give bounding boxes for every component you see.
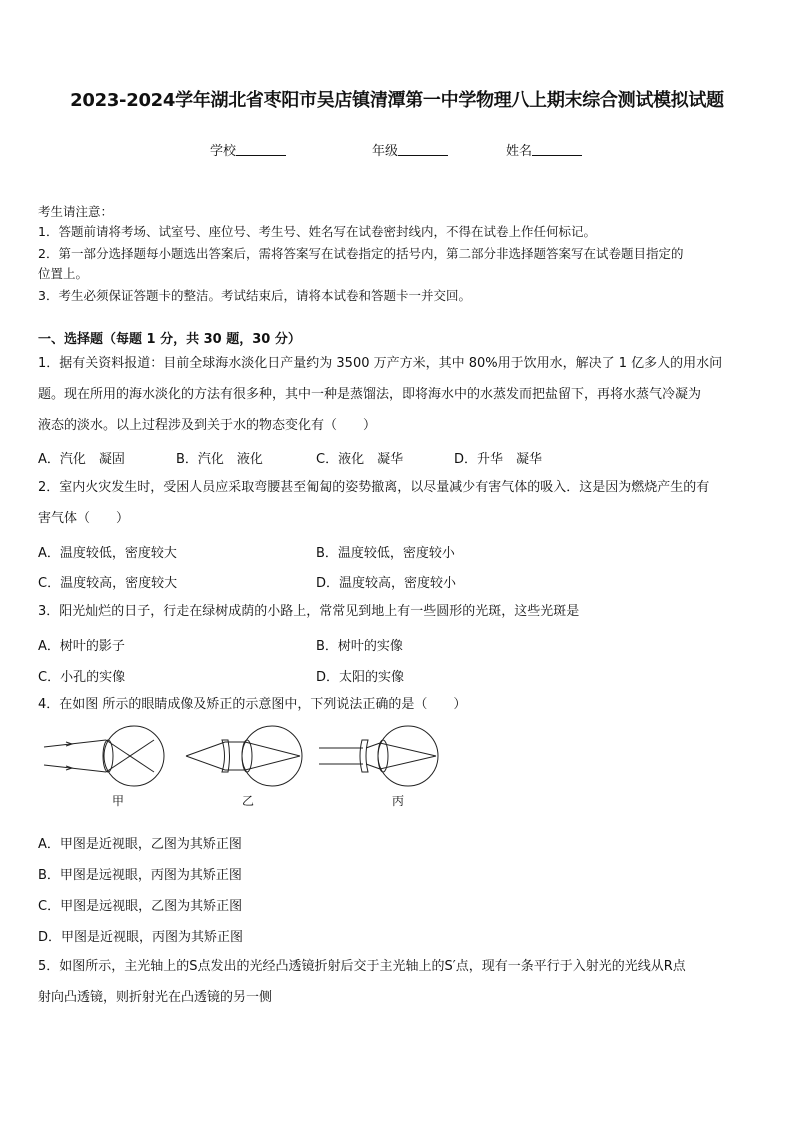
question-5-line-1: 5．如图所示，主光轴上的S点发出的光经凸透镜折射后交于主光轴上的S′点，现有一条平行于入射光的光线从R点 — [38, 959, 686, 974]
eye-diagram-figure — [36, 718, 456, 818]
q1-option-b[interactable]: B．汽化 液化 — [176, 452, 263, 467]
name-blank[interactable] — [532, 143, 582, 156]
question-2-line-1: 2．室内火灾发生时，受困人员应采取弯腰甚至匍匐的姿势撤离，以尽量减少有害气体的吸入．这是因为燃烧产生的有 — [38, 480, 710, 495]
name-label: 姓名 — [506, 144, 533, 159]
figure-label-bing: 丙 — [392, 794, 405, 808]
q2-option-a[interactable]: A．温度较低，密度较大 — [38, 546, 177, 561]
q2-option-d[interactable]: D．温度较高，密度较小 — [316, 576, 457, 591]
notice-item-1: 1．答题前请将考场、试室号、座位号、考生号、姓名写在试卷密封线内，不得在试卷上作任何标记。 — [38, 224, 596, 239]
school-field — [210, 140, 286, 159]
q1-option-c[interactable]: C．液化 凝华 — [316, 452, 404, 467]
q1-option-d[interactable]: D．升华 凝华 — [454, 452, 543, 467]
q2-option-b[interactable]: B．温度较低，密度较小 — [316, 546, 455, 561]
question-2-line-2: 害气体（ ） — [38, 511, 130, 526]
question-1-line-3: 液态的淡水。以上过程涉及到关于水的物态变化有（ ） — [38, 418, 377, 433]
question-1-line-1: 1．据有关资料报道：目前全球海水淡化日产量约为 3500 万产方米，其中 80%用于饮用水，解决了 1 亿多人的用水问 — [38, 356, 723, 371]
notice-item-2: 2．第一部分选择题每小题选出答案后，需将答案写在试卷指定的括号内，第二部分非选择题答案写在试卷题目指定的 — [38, 246, 684, 261]
eye-diagram-jia — [44, 726, 164, 786]
notice-item-2-cont: 位置上。 — [38, 266, 89, 281]
q4-option-a[interactable]: A．甲图是近视眼，乙图为其矫正图 — [38, 837, 242, 852]
q3-option-a[interactable]: A．树叶的影子 — [38, 639, 125, 654]
grade-label: 年级 — [372, 144, 399, 159]
question-4-line-1: 4．在如图 所示的眼睛成像及矫正的示意图中，下列说法正确的是（ ） — [38, 697, 467, 712]
q1-option-a[interactable]: A．汽化 凝固 — [38, 452, 125, 467]
name-field — [506, 140, 582, 159]
notice-item-3: 3．考生必须保证答题卡的整洁。考试结束后，请将本试卷和答题卡一并交回。 — [38, 288, 471, 303]
q3-option-b[interactable]: B．树叶的实像 — [316, 639, 403, 654]
q4-option-b[interactable]: B．甲图是远视眼，丙图为其矫正图 — [38, 868, 242, 883]
q4-option-c[interactable]: C．甲图是远视眼，乙图为其矫正图 — [38, 899, 243, 914]
notice-head: 考生请注意： — [38, 204, 114, 219]
q3-option-d[interactable]: D．太阳的实像 — [316, 670, 405, 685]
eye-diagram-yi — [186, 726, 302, 786]
school-blank[interactable] — [236, 143, 286, 156]
figure-label-jia: 甲 — [112, 794, 125, 808]
question-1-line-2: 题。现在所用的海水淡化的方法有很多种，其中一种是蒸馏法，即将海水中的水蒸发而把盐留下，再将水蒸气冷凝为 — [38, 387, 702, 402]
q2-option-c[interactable]: C．温度较高，密度较大 — [38, 576, 178, 591]
question-3-line-1: 3．阳光灿烂的日子，行走在绿树成荫的小路上，常常见到地上有一些圆形的光斑，这些光斑是 — [38, 604, 580, 619]
grade-field — [372, 140, 448, 159]
question-5-line-2: 射向凸透镜，则折射光在凸透镜的另一侧 — [38, 990, 273, 1005]
eye-diagram-bing — [319, 726, 438, 786]
school-label: 学校 — [210, 144, 237, 159]
grade-blank[interactable] — [398, 143, 448, 156]
page-title: 2023-2024学年湖北省枣阳市吴店镇清潭第一中学物理八上期末综合测试模拟试题 — [70, 90, 724, 111]
figure-label-yi: 乙 — [242, 794, 255, 808]
q3-option-c[interactable]: C．小孔的实像 — [38, 670, 126, 685]
q4-option-d[interactable]: D．甲图是近视眼，丙图为其矫正图 — [38, 930, 244, 945]
section-title-choice: 一、选择题（每题 1 分，共 30 题，30 分） — [38, 332, 301, 347]
